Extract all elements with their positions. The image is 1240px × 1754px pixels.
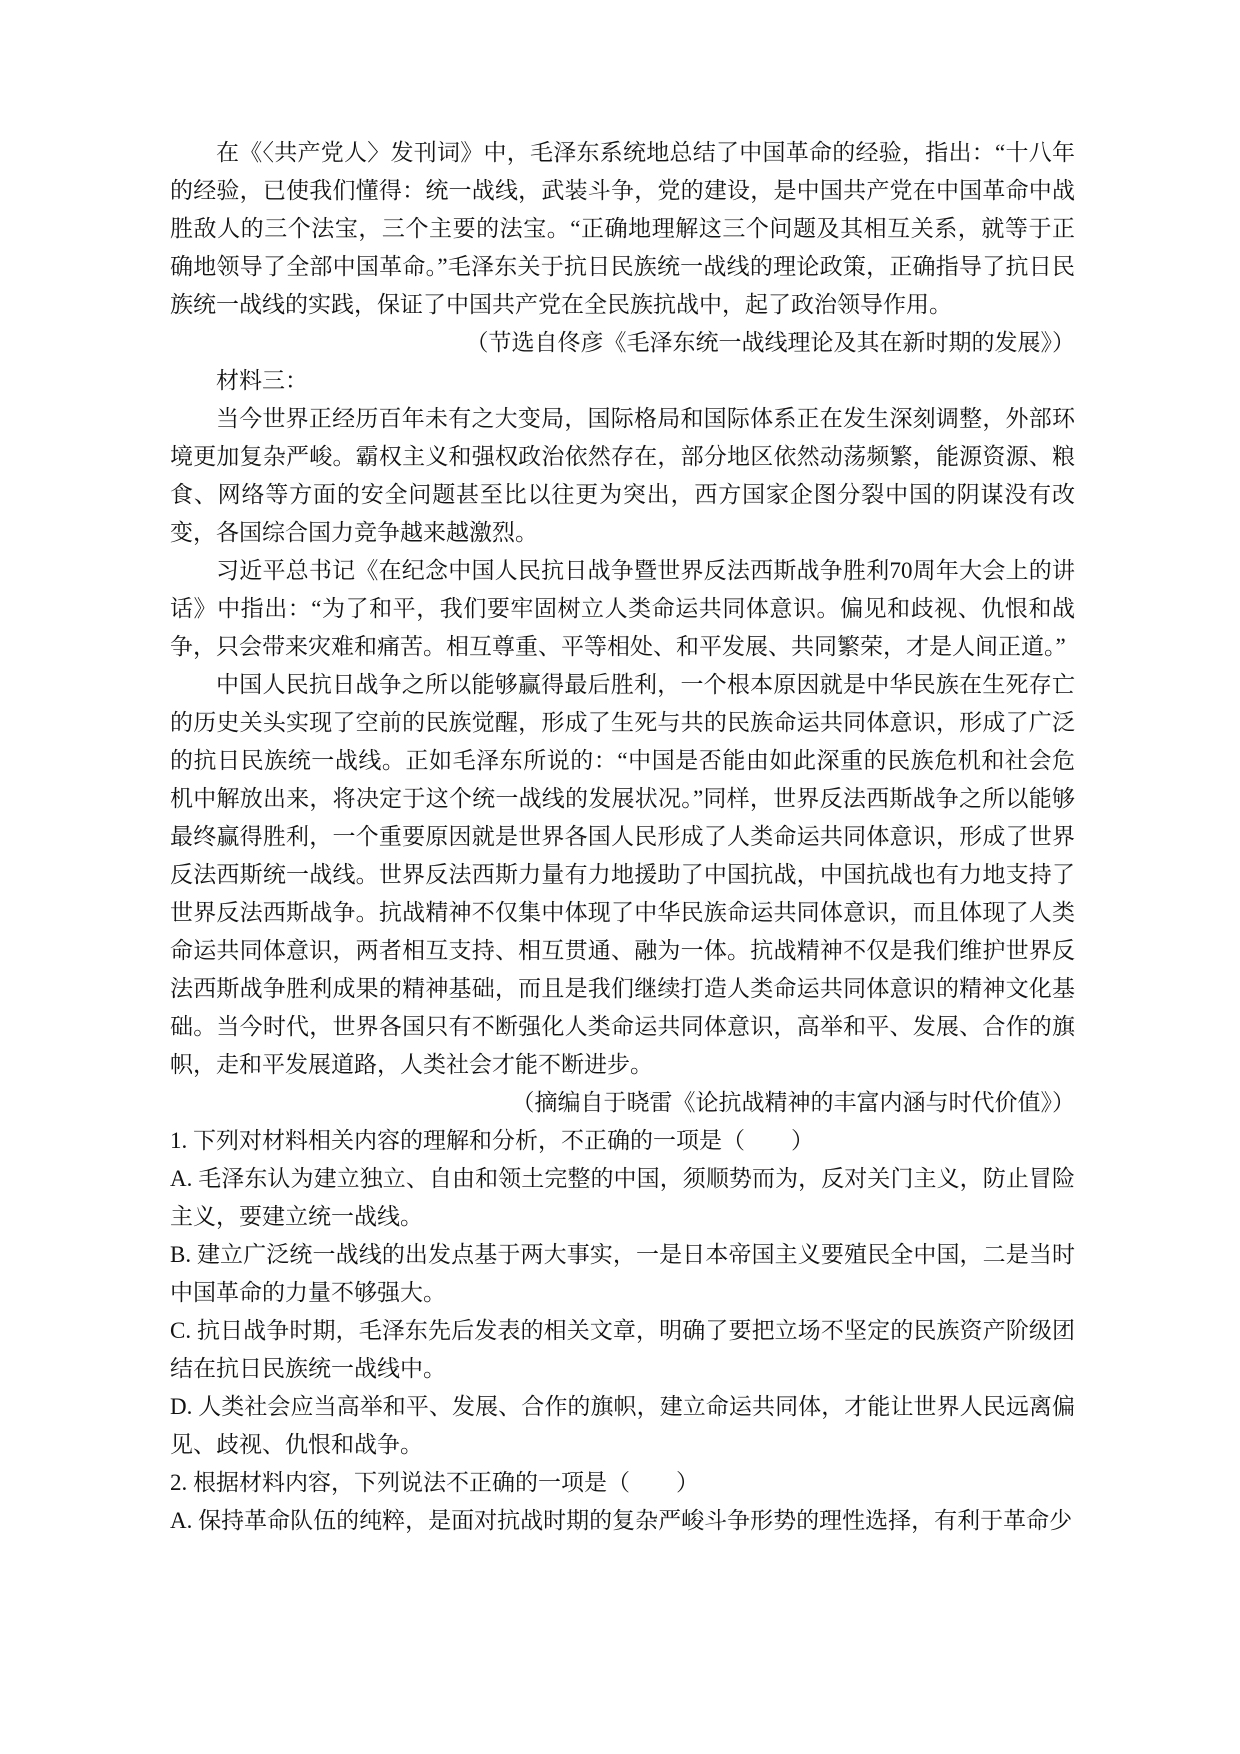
- question-2-stem: 2. 根据材料内容，下列说法不正确的一项是（ ）: [170, 1470, 699, 1495]
- question-2-option-a: A. 保持革命队伍的纯粹，是面对抗战时期的复杂严峻斗争形势的理性选择，有利于革命少: [170, 1508, 1073, 1533]
- source-attribution-tongyan: （节选自佟彦《毛泽东统一战线理论及其在新时期的发展》）: [465, 330, 1075, 355]
- question-1-option-b: B. 建立广泛统一战线的出发点基于两大事实，一是日本帝国主义要殖民全中国，二是当时中国革命的力量不够强大。: [170, 1242, 1075, 1305]
- passage-paragraph-speech-quote: 习近平总书记《在纪念中国人民抗日战争暨世界反法西斯战争胜利70周年大会上的讲话》中指出：“为了和平，我们要牢固树立人类命运共同体意识。偏见和歧视、仇恨和战争，只会带来灾难和痛苦。相互尊重、平等相处、和平发展、共同繁荣，才是人间正道。”: [170, 558, 1075, 659]
- material-three-label: 材料三：: [216, 368, 308, 393]
- passage-paragraph-war-spirit: 中国人民抗日战争之所以能够赢得最后胜利，一个根本原因就是中华民族在生死存亡的历史关头实现了空前的民族觉醒，形成了生死与共的民族命运共同体意识，形成了广泛的抗日民族统一战线。正如毛泽东所说的：“中国是否能由如此深重的民族危机和社会危机中解放出来，将决定于这个统一战线的发展状况。”同样，世界反法西斯战争之所以能够最终赢得胜利，一个重要原因就是世界各国人民形成了人类命运共同体意识，形成了世界反法西斯统一战线。世界反法西斯力量有力地援助了中国抗战，中国抗战也有力地支持了世界反法西斯战争。抗战精神不仅集中体现了中华民族命运共同体意识，而且体现了人类命运共同体意识，两者相互支持、相互贯通、融为一体。抗战精神不仅是我们维护世界反法西斯战争胜利成果的精神基础，而且是我们继续打造人类命运共同体意识的精神文化基础。当今时代，世界各国只有不断强化人类命运共同体意识，高举和平、发展、合作的旗帜，走和平发展道路，人类社会才能不断进步。: [170, 672, 1075, 1077]
- passage-paragraph-world-change: 当今世界正经历百年未有之大变局，国际格局和国际体系正在发生深刻调整，外部环境更加复杂严峻。霸权主义和强权政治依然存在，部分地区依然动荡频繁，能源资源、粮食、网络等方面的安全问题甚至比以往更为突出，西方国家企图分裂中国的阴谋没有改变，各国综合国力竞争越来越激烈。: [170, 406, 1075, 545]
- question-1-option-a: A. 毛泽东认为建立独立、自由和领土完整的中国，须顺势而为，反对关门主义，防止冒险主义，要建立统一战线。: [170, 1166, 1075, 1229]
- question-1-stem: 1. 下列对材料相关内容的理解和分析，不正确的一项是（ ）: [170, 1128, 814, 1153]
- passage-paragraph-fakanci: 在《〈共产党人〉发刊词》中，毛泽东系统地总结了中国革命的经验，指出：“十八年的经验，已使我们懂得：统一战线，武装斗争，党的建设，是中国共产党在中国革命中战胜敌人的三个法宝，三个主要的法宝。“正确地理解这三个问题及其相互关系，就等于正确地领导了全部中国革命。”毛泽东关于抗日民族统一战线的理论政策，正确指导了抗日民族统一战线的实践，保证了中国共产党在全民族抗战中，起了政治领导作用。: [170, 140, 1075, 317]
- passage-content: [170, 134, 1075, 1540]
- question-1-option-d: D. 人类社会应当高举和平、发展、合作的旗帜，建立命运共同体，才能让世界人民远离偏见、歧视、仇恨和战争。: [170, 1394, 1075, 1457]
- question-1-option-c: C. 抗日战争时期，毛泽东先后发表的相关文章，明确了要把立场不坚定的民族资产阶级团结在抗日民族统一战线中。: [170, 1318, 1075, 1381]
- source-attribution-yuxiaolei: （摘编自于晓雷《论抗战精神的丰富内涵与时代价值》）: [511, 1090, 1075, 1115]
